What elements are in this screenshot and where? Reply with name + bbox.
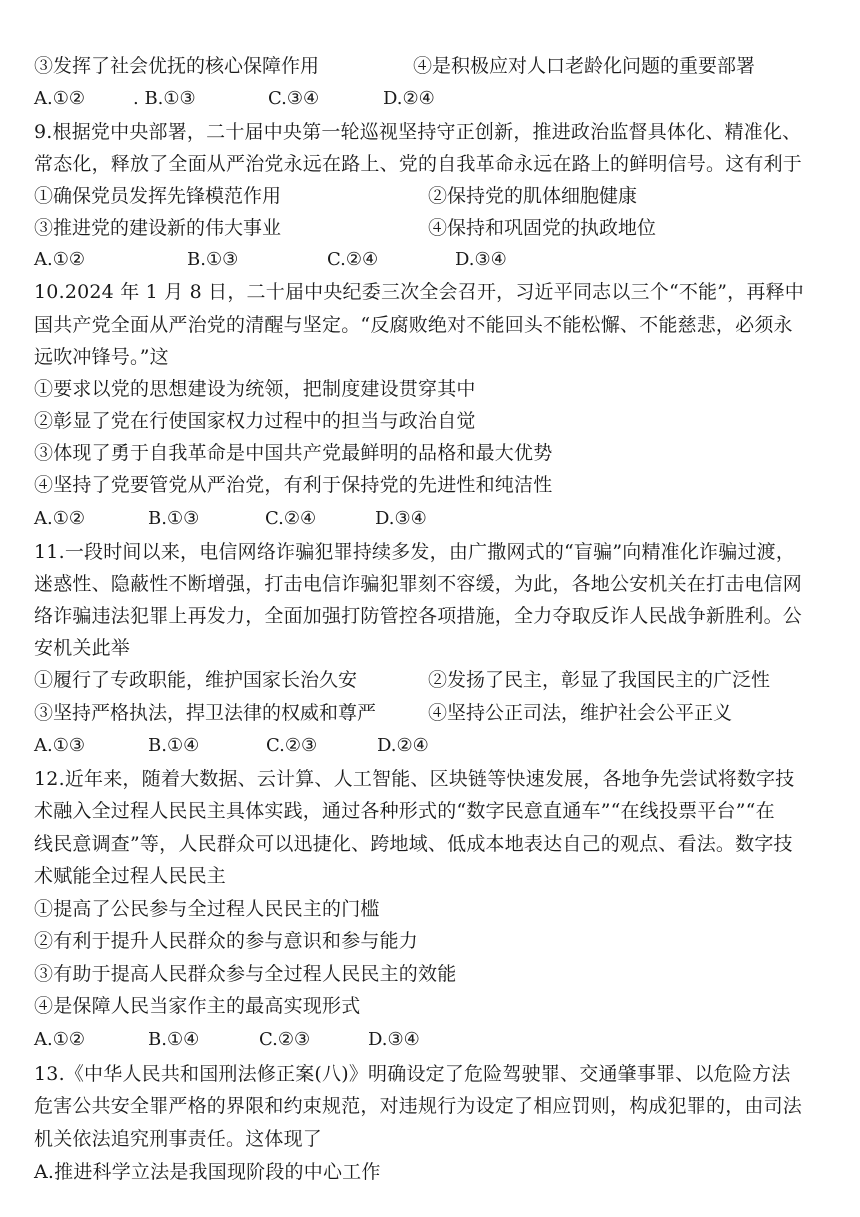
q13-stem-line-1: 13.《中华人民共和国刑法修正案(八)》明确设定了危险驾驶罪、交通肇事罪、以危险方法 (34, 1063, 791, 1085)
q9-answer-d: D.③④ (455, 249, 507, 270)
q12-stem-line-3: 线民意调查”等，人民群众可以迅捷化、跨地域、低成本地表达自己的观点、看法。数字技 (34, 833, 793, 855)
q11-answer-a: A.①③ (34, 735, 85, 756)
q9-option-3: ③推进党的建设新的伟大事业 (34, 217, 282, 239)
prev-option-3: ③发挥了社会优抚的核心保障作用 (34, 55, 320, 77)
q12-answer-d: D.③④ (368, 1029, 420, 1050)
q12-option-4: ④是保障人民当家作主的最高实现形式 (34, 995, 361, 1017)
q12-option-1: ①提高了公民参与全过程人民民主的门槛 (34, 898, 380, 920)
q12-option-3: ③有助于提高人民群众参与全过程人民民主的效能 (34, 963, 457, 985)
q12-answer-c: C.②③ (259, 1029, 311, 1050)
q13-stem-line-2: 危害公共安全罪严格的界限和约束规范，对违规行为设定了相应罚则，构成犯罪的，由司法 (34, 1095, 803, 1117)
prev-answer-c: C.③④ (268, 88, 320, 109)
q10-answer-b: B.①③ (148, 508, 200, 529)
q9-answer-b: B.①③ (187, 249, 239, 270)
q11-option-1: ①履行了专政职能，维护国家长治久安 (34, 669, 358, 691)
q11-answer-d: D.②④ (377, 735, 429, 756)
prev-option-4: ④是积极应对人口老龄化问题的重要部署 (413, 55, 756, 77)
q13-answer-a: A.推进科学立法是我国现阶段的中心工作 (34, 1161, 381, 1183)
q9-stem-line-1: 9.根据党中央部署，二十届中央第一轮巡视坚持守正创新，推进政治监督具体化、精准化、 (34, 121, 802, 143)
q10-stem-line-3: 远吹冲锋号。”这 (34, 346, 169, 368)
q10-option-2: ②彰显了党在行使国家权力过程中的担当与政治自觉 (34, 410, 476, 432)
q11-answer-b: B.①④ (148, 735, 200, 756)
q10-answer-a: A.①② (34, 508, 85, 529)
q12-answer-a: A.①② (34, 1029, 85, 1050)
q10-option-4: ④坚持了党要管党从严治党，有利于保持党的先进性和纯洁性 (34, 474, 553, 496)
q9-option-2: ②保持党的肌体细胞健康 (428, 185, 638, 207)
q9-answer-c: C.②④ (327, 249, 379, 270)
prev-answer-a: A.①② (34, 88, 85, 109)
q10-stem-line-1: 10.2024 年 1 月 8 日，二十届中央纪委三次全会召开，习近平同志以三个“不能”，再释中 (34, 281, 804, 303)
q9-answer-a: A.①② (34, 249, 85, 270)
q11-stem-line-1: 11.一段时间以来，电信网络诈骗犯罪持续多发，由广撒网式的“盲骗”向精准化诈骗过渡， (34, 541, 796, 563)
q10-stem-line-2: 国共产党全面从严治党的清醒与坚定。“反腐败绝对不能回头不能松懈、不能慈悲，必须永 (34, 314, 793, 336)
prev-answer-d: D.②④ (383, 88, 435, 109)
q10-answer-d: D.③④ (375, 508, 427, 529)
q11-option-4: ④坚持公正司法，维护社会公平正义 (428, 702, 733, 724)
q10-option-3: ③体现了勇于自我革命是中国共产党最鲜明的品格和最大优势 (34, 442, 553, 464)
q10-answer-c: C.②④ (265, 508, 317, 529)
q11-stem-line-3: 络诈骗违法犯罪上再发力，全面加强打防管控各项措施，全力夺取反诈人民战争新胜利。公 (34, 605, 803, 627)
q12-stem-line-1: 12.近年来，随着大数据、云计算、人工智能、区块链等快速发展，各地争先尝试将数字技 (34, 768, 795, 790)
q11-answer-c: C.②③ (266, 735, 318, 756)
prev-answer-b: . B.①③ (133, 88, 196, 109)
q9-option-4: ④保持和巩固党的执政地位 (428, 217, 657, 239)
q9-option-1: ①确保党员发挥先锋模范作用 (34, 185, 282, 207)
q12-stem-line-4: 术赋能全过程人民民主 (34, 865, 227, 887)
q11-option-3: ③坚持严格执法，捍卫法律的权威和尊严 (34, 702, 377, 724)
q11-stem-line-2: 迷惑性、隐蔽性不断增强，打击电信诈骗犯罪刻不容缓，为此，各地公安机关在打击电信网 (34, 573, 803, 595)
q12-stem-line-2: 术融入全过程人民民主具体实践，通过各种形式的“数字民意直通车”“在线投票平台”“在 (34, 800, 775, 822)
q10-option-1: ①要求以党的思想建设为统领，把制度建设贯穿其中 (34, 378, 476, 400)
q12-answer-b: B.①④ (148, 1029, 200, 1050)
q11-stem-line-4: 安机关此举 (34, 637, 131, 659)
q13-stem-line-3: 机关依法追究刑事责任。这体现了 (34, 1128, 323, 1150)
q11-option-2: ②发扬了民主，彰显了我国民主的广泛性 (428, 669, 771, 691)
q9-stem-line-2: 常态化，释放了全面从严治党永远在路上、党的自我革命永远在路上的鲜明信号。这有利于 (34, 153, 803, 175)
q12-option-2: ②有利于提升人民群众的参与意识和参与能力 (34, 930, 419, 952)
